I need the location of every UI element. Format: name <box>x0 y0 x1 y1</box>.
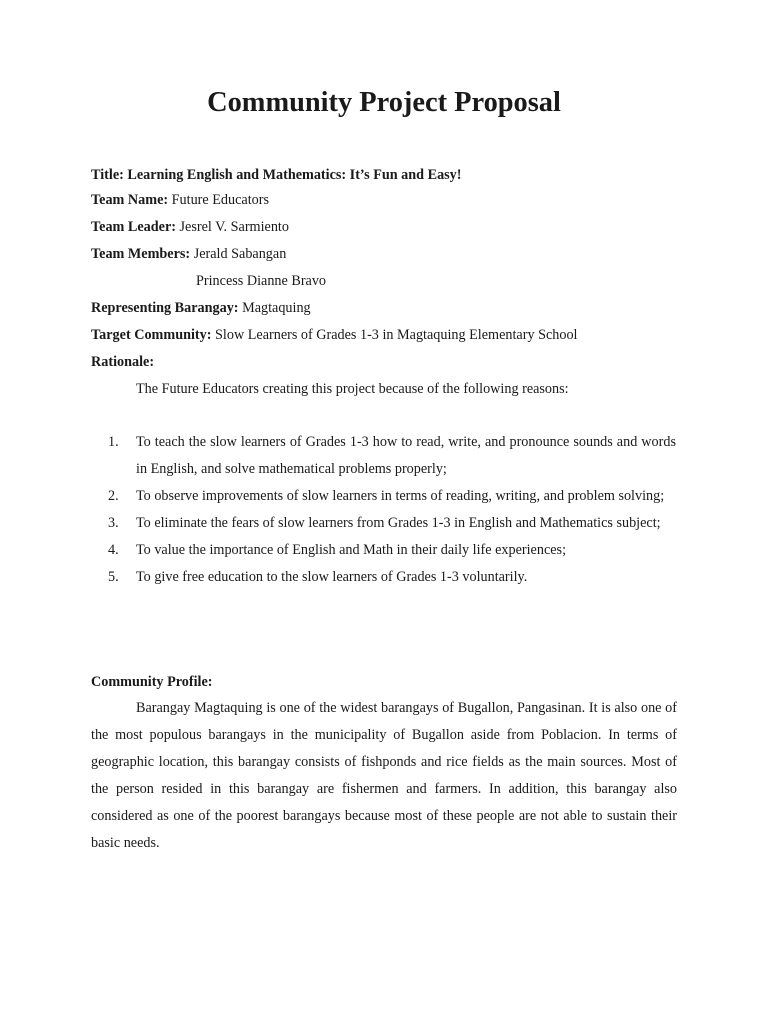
team-members-label: Team Members: <box>91 246 191 262</box>
team-leader-line <box>91 217 289 237</box>
barangay-value: Magtaquing <box>242 300 311 316</box>
list-item <box>108 564 676 591</box>
community-profile-heading: Community Profile: <box>91 674 213 690</box>
reasons-list <box>108 429 676 591</box>
list-item <box>108 483 676 510</box>
title-value: Learning English and Mathematics: It’s Fun and Easy! <box>127 167 462 183</box>
list-number: 5. <box>108 569 119 585</box>
list-number: 2. <box>108 488 119 504</box>
team-name-line <box>91 190 269 210</box>
title-line <box>91 165 462 185</box>
list-number: 1. <box>108 434 119 450</box>
target-community-value: Slow Learners of Grades 1-3 in Magtaquing Elementary School <box>215 327 578 343</box>
list-number: 4. <box>108 542 119 558</box>
team-leader-label: Team Leader: <box>91 219 176 235</box>
team-member-second-line <box>196 271 326 291</box>
community-profile-body: Barangay Magtaquing is one of the widest barangays of Bugallon, Pangasinan. It is also one of the most populous barangays in the municipality of Bugallon aside from Poblacion. In terms of geographic location, this barangay consists of fishponds and rice fields as the main sources. Most of the person resided in this barangay are fishermen and farmers. In addition, this barangay also considered as one of the poorest barangays because most of these people are not able to sustain their basic needs. <box>91 700 677 851</box>
team-name-value: Future Educators <box>171 192 269 208</box>
list-item <box>108 537 676 564</box>
team-leader-value: Jesrel V. Sarmiento <box>179 219 289 235</box>
list-text: To value the importance of English and Math in their daily life experiences; <box>136 542 567 558</box>
target-community-label: Target Community: <box>91 327 212 343</box>
rationale-heading: Rationale: <box>91 354 155 370</box>
barangay-line <box>91 298 311 318</box>
list-text: To give free education to the slow learners of Grades 1-3 voluntarily. <box>136 569 528 585</box>
list-item <box>108 510 676 537</box>
team-member: Princess Dianne Bravo <box>196 273 327 289</box>
list-text: To eliminate the fears of slow learners from Grades 1-3 in English and Mathematics subject; <box>136 515 661 531</box>
page-title: Community Project Proposal <box>207 87 561 118</box>
team-name-label: Team Name: <box>91 192 169 208</box>
list-item <box>108 429 676 483</box>
list-text: To observe improvements of slow learners in terms of reading, writing, and problem solving; <box>136 488 665 504</box>
list-number: 3. <box>108 515 119 531</box>
list-text: To teach the slow learners of Grades 1-3 how to read, write, and pronounce sounds and words in English, and solve mathematical problems properly; <box>136 434 676 477</box>
barangay-label: Representing Barangay: <box>91 300 239 316</box>
target-community-line <box>91 325 578 345</box>
team-members-line <box>91 244 286 264</box>
team-member: Jerald Sabangan <box>193 246 287 262</box>
rationale-intro: The Future Educators creating this project because of the following reasons: <box>136 381 569 397</box>
title-label: Title: <box>91 167 124 183</box>
